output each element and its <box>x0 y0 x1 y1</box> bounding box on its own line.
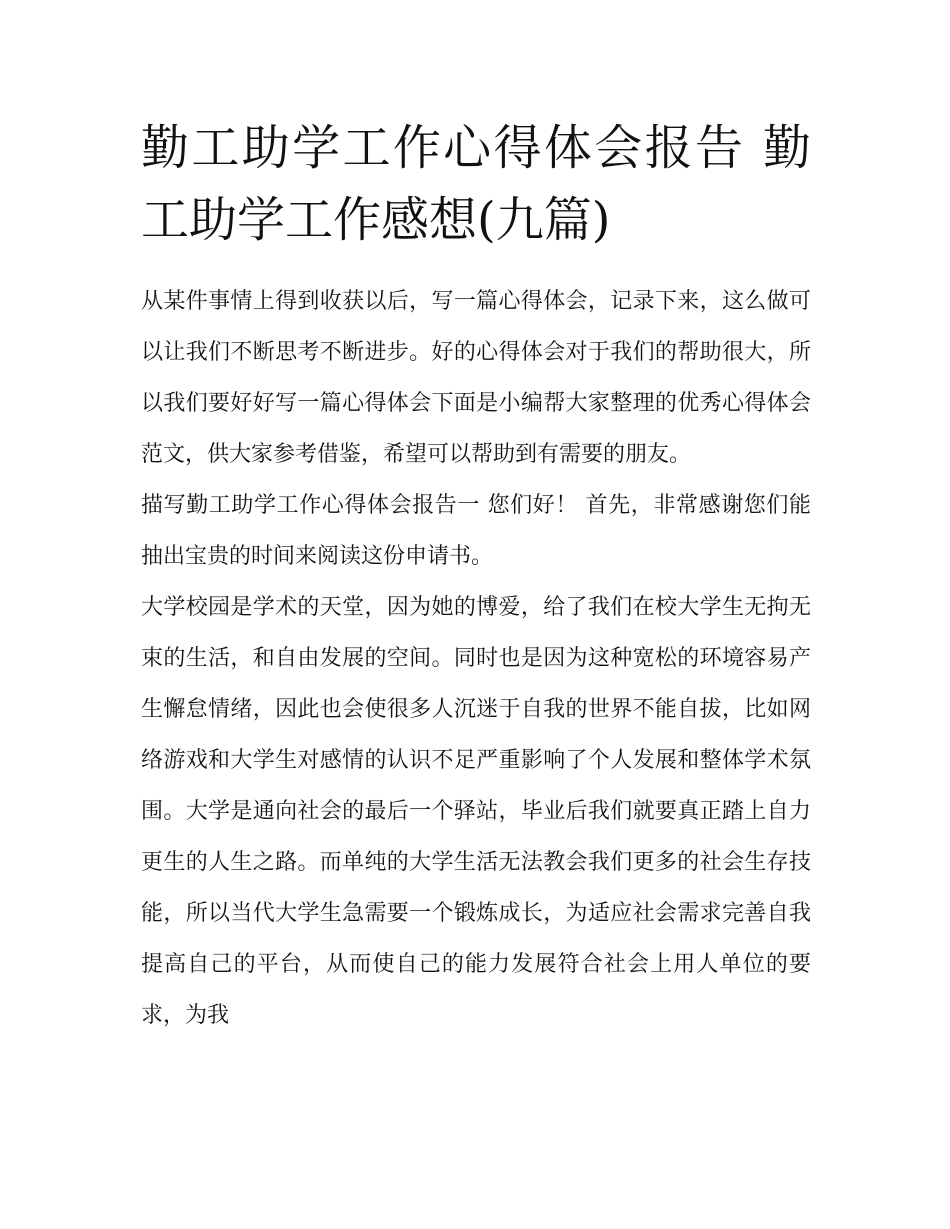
document-body <box>141 112 811 1041</box>
paragraph-campus: 大学校园是学术的天堂，因为她的博爱，给了我们在校大学生无拘无束的生活，和自由发展的空间。同时也是因为这种宽松的环境容易产生懈怠情绪，因此也会使很多人沉迷于自我的世界不能自拔，比如网络游戏和大学生对感情的认识不足严重影响了个人发展和整体学术氛围。大学是通向社会的最后一个驿站，毕业后我们就要真正踏上自力更生的人生之路。而单纯的大学生活无法教会我们更多的社会生存技能，所以当代大学生急需要一个锻炼成长，为适应社会需求完善自我提高自己的平台，从而使自己的能力发展符合社会上用人单位的要求，为我 <box>141 595 811 1028</box>
paragraph-intro: 从某件事情上得到收获以后，写一篇心得体会，记录下来，这么做可以让我们不断思考不断进步。好的心得体会对于我们的帮助很大，所以我们要好好写一篇心得体会下面是小编帮大家整理的优秀心得体会范文，供大家参考借鉴，希望可以帮助到有需要的朋友。 <box>141 289 811 467</box>
title-spacer <box>141 256 811 276</box>
paragraph-greeting: 描写勤工助学工作心得体会报告一 您们好！ 首先，非常感谢您们能抽出宝贵的时间来阅读这份申请书。 <box>141 493 811 569</box>
document-title: 勤工助学工作心得体会报告 勤工助学工作感想(九篇) <box>141 120 811 248</box>
